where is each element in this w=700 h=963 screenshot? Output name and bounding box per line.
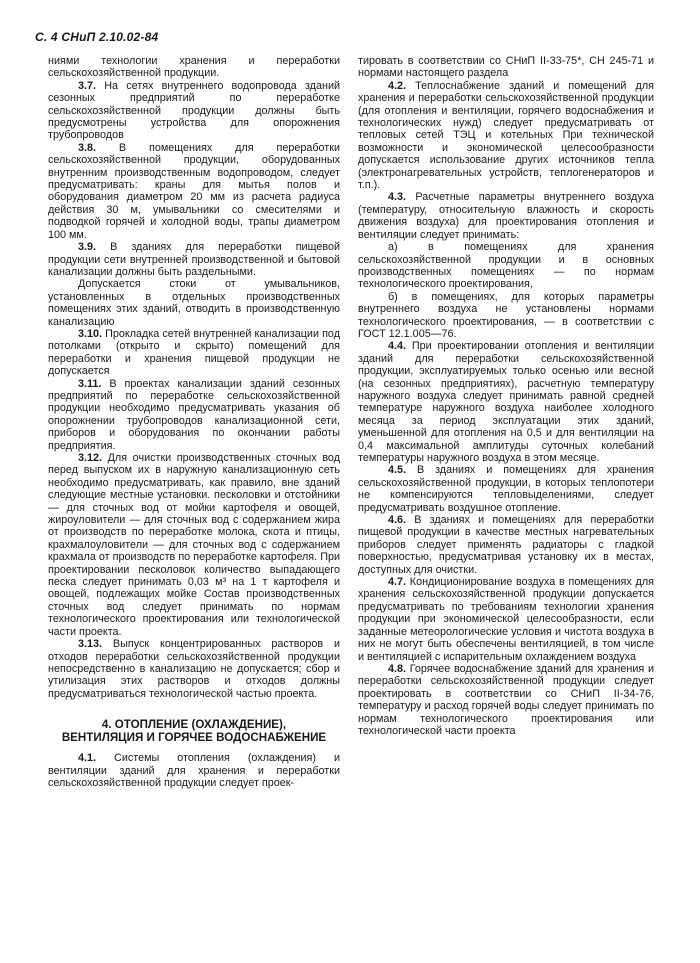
paragraph: тировать в соответствии со СНиП II-33-75*, СН 245-71 и нормами настоящего раздела bbox=[358, 55, 654, 80]
right-column bbox=[358, 55, 654, 737]
clause-number: 4.2. bbox=[388, 79, 407, 92]
paragraph-3-9: 3.9. В зданиях для переработки пищевой продукции сети внутренней производственной и бытовой канализации должны быть раздельными. bbox=[48, 241, 340, 278]
paragraph-3-8: 3.8. В помещениях для переработки сельскохозяйственной продукции, оборудованных внутренним производственным водопроводом, следует предусматривать: краны для мытья полов и оборудования диаметром 20 мм из расчета радиуса действия 30 м, умывальники со смесителями и подводкой горячей и холодной воды, трапы диаметром 100 мм. bbox=[48, 141, 341, 241]
left-column bbox=[48, 55, 340, 789]
clause-number: 3.10. bbox=[78, 327, 103, 340]
paragraph-4-6: 4.6. В зданиях и помещениях для переработки пищевой продукции в качестве местных нагревательных приборов следует применять радиаторы с гладкой поверхностью, предусматривая установку их в местах, доступных для очистки. bbox=[358, 514, 655, 576]
clause-number: 4.5. bbox=[388, 464, 407, 477]
paragraph-4-4: 4.4. При проектировании отопления и вентиляции зданий для переработки сельскохозяйственной продукции, эксплуатируемых только осенью или весной (на сезонных предприятиях), расчетную температуру наружного воздуха следует принимать равной средней температуре наружного воздуха наиболее холодного месяца за период эксплуатации этих зданий, уменьшенной для отопления на 0,5 и для вентиляции на 0,4 максимальной амплитуды суточных колебаний температуры наружного воздуха в этом месяце. bbox=[358, 340, 654, 464]
list-item-b: б) в помещениях, для которых параметры внутреннего воздуха не установлены нормами технологического проектирования, — в соответствии с ГОСТ 12.1.005—76. bbox=[358, 290, 654, 340]
clause-number: 4.8. bbox=[388, 662, 407, 675]
list-item-a: а) в помещениях для хранения сельскохозяйственной продукции и в основных производственных помещениях — по нормам технологического проектирования, bbox=[358, 241, 654, 291]
clause-number: 3.7. bbox=[78, 79, 97, 92]
clause-number: 4.4. bbox=[388, 340, 407, 353]
paragraph-3-13: 3.13. Выпуск концентрированных растворов и отходов переработки сельскохозяйственной продукции непосредственно в канализацию не допускается; сбор и утилизация этих растворов и отходов должны предусматриваться технологической частью проекта. bbox=[48, 638, 340, 700]
clause-number: 4.3. bbox=[388, 191, 407, 204]
running-head: С. 4 СНиП 2.10.02-84 bbox=[35, 30, 159, 44]
paragraph-4-1: 4.1. Системы отопления (охлаждения) и вентиляции зданий для хранения и переработки сельскохозяйственной продукции следует проек- bbox=[48, 752, 340, 789]
paragraph-4-3: 4.3. Расчетные параметры внутреннего воздуха (температуру, относительную влажность и скорость движения воздуха) для проектирования отопления и вентиляции следует принимать: bbox=[358, 191, 655, 241]
clause-number: 3.9. bbox=[78, 241, 97, 254]
paragraph-4-7: 4.7. Кондиционирование воздуха в помещениях для хранения сельскохозяйственной продукции допускается предусматривать по требованиям технологии хранения продукции при экономической целесообразности, если заданные метеорологические условия и чистота воздуха в них не могут быть обеспечены вентиляцией, в том числе и вентиляцией с испарительным охлаждением воздуха bbox=[358, 576, 654, 663]
paragraph-3-11: 3.11. В проектах канализации зданий сезонных предприятий по переработке сельскохозяйственной продукции необходимо предусматривать указания об опорожнении трубопроводов канализационной сети, приборов и оборудования по окончании работы предприятия. bbox=[48, 377, 340, 452]
paragraph-3-7: 3.7. На сетях внутреннего водопровода зданий сезонных предприятий по переработке сельскохозяйственной продукции должны быть предусмотрены устройства для опорожнения трубопроводов bbox=[48, 79, 340, 142]
paragraph-4-8: 4.8. Горячее водоснабжение зданий для хранения и переработки сельскохозяйственной продукции следует проектировать в соответствии со СНиП II-34-76, температуру и расход горячей воды следует принимать по нормам технологического проектирования или технологической части проекта bbox=[358, 662, 654, 737]
paragraph-4-5: 4.5. В зданиях и помещениях для хранения сельскохозяйственной продукции, в которых теплопотери не компенсируются тепловыделениями, следует предусматривать воздушное отопление. bbox=[358, 464, 655, 514]
paragraph-3-10: 3.10. Прокладка сетей внутренней канализации под потолками (открыто и скрыто) помещений для переработки и хранения пищевой продукции не допускается bbox=[48, 327, 341, 378]
section-heading-line: 4. ОТОПЛЕНИЕ (ОХЛАЖДЕНИЕ), bbox=[101, 718, 287, 732]
clause-number: 4.7. bbox=[388, 576, 407, 589]
clause-number: 3.13. bbox=[78, 638, 103, 651]
clause-number: 3.8. bbox=[78, 141, 97, 154]
clause-number: 4.6. bbox=[388, 514, 407, 527]
clause-number: 3.12. bbox=[78, 452, 103, 464]
clause-number: 3.11. bbox=[78, 377, 102, 390]
clause-number: 4.1. bbox=[78, 752, 97, 765]
paragraph-4-2: 4.2. Теплоснабжение зданий и помещений для хранения и переработки сельскохозяйственной продукции (для отопления и вентиляции, горячего водоснабжения и технологических нужд) следует предусматривать от тепловых сетей ТЭЦ и котельных При технической возможности и экономической целесообразности допускается использование других источников тепла (электронагревательных устройств, теплогенераторов и т.п.). bbox=[358, 79, 654, 192]
paragraph: ниями технологии хранения и переработки сельскохозяйственной продукции. bbox=[48, 55, 340, 80]
paragraph-3-12: 3.12. Для очистки производственных сточных вод перед выпуском их в наружную канализационную сеть необходимо предусматривать, как правило, вне зданий следующие местные установки. песколовки и отстойники — для сточных вод от мойки картофеля и овощей, жироуловители — для сточных вод с содержанием жира от производств по переработке молока, скота и птицы, крахмалоуловители — для сточных вод с содержанием крахмала от производств по переработке картофеля. При проектировании песколовок количество выпадающего песка следует принимать 0,03 м³ на 1 т картофеля и овощей, подлежащих мойке Состав производственных сточных вод следует принимать по нормам технологического проектирования или технологической части проекта. bbox=[48, 452, 341, 638]
section-heading-line: ВЕНТИЛЯЦИЯ И ГОРЯЧЕЕ ВОДОСНАБЖЕНИЕ bbox=[61, 731, 327, 745]
paragraph: Допускается стоки от умывальников, установленных в отдельных производственных помещениях этих зданий, отводить в производственную канализацию bbox=[48, 278, 340, 328]
section-heading bbox=[48, 718, 340, 744]
